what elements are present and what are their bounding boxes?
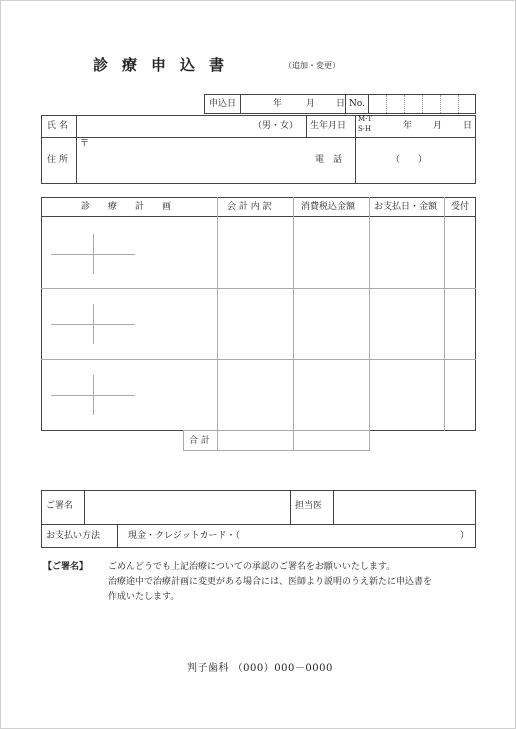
doctor-label: 担当医 <box>295 501 323 511</box>
doctor-input[interactable] <box>336 492 474 522</box>
clinic-name: 判子歯科 <box>187 663 229 674</box>
apply-date-month-input[interactable]: 月 <box>306 99 316 109</box>
era-options-top[interactable]: M·T <box>358 115 373 123</box>
name-input[interactable] <box>79 116 249 136</box>
plan-header-treatment: 診 療 計 画 <box>81 202 172 212</box>
form-title: 診療申込書 <box>93 56 239 74</box>
total-amount-input[interactable] <box>295 432 367 449</box>
payment-method-options[interactable]: 現金・クレジットカード・（ <box>128 531 241 541</box>
apply-date-label: 申込日 <box>209 99 237 109</box>
signature-input[interactable] <box>87 492 287 522</box>
apply-date-day-input[interactable]: 日 <box>336 99 346 109</box>
apply-date-year-input[interactable]: 年 <box>273 99 283 109</box>
address-input[interactable] <box>79 149 301 182</box>
birth-month-input[interactable]: 月 <box>433 121 443 131</box>
total-label: 合 計 <box>189 436 210 446</box>
birth-year-input[interactable]: 年 <box>403 121 413 131</box>
name-label: 氏 名 <box>47 121 68 131</box>
notice-label: 【ご署名】 <box>43 562 89 572</box>
phone-label: 電 話 <box>315 155 343 165</box>
signature-label: ご署名 <box>46 501 74 511</box>
clinic-phone: （000）000－0000 <box>232 663 333 674</box>
plan-header-amount-tax: 消費税込金額 <box>301 202 356 212</box>
birth-day-input[interactable]: 日 <box>463 121 473 131</box>
payment-method-close: ） <box>460 531 470 541</box>
notice-line-3: 作成いたします。 <box>108 592 180 602</box>
plan-header-payment-date: お支払日・金額 <box>374 202 438 212</box>
phone-input[interactable]: （ ） <box>391 155 428 165</box>
no-label: No. <box>349 99 365 109</box>
plan-header-breakdown: 会 計 内 訳 <box>227 202 272 212</box>
plan-header-reception: 受付 <box>451 202 470 212</box>
notice-line-2: 治療途中で治療計画に変更がある場合には、医師より説明のうえ新たに申込書を <box>108 577 433 587</box>
postal-mark: 〒 <box>80 139 90 149</box>
form-subtitle: （追加・変更） <box>284 61 340 70</box>
birthdate-label: 生年月日 <box>310 121 347 131</box>
total-breakdown-input[interactable] <box>219 432 291 449</box>
payment-method-label: お支払い方法 <box>46 531 101 541</box>
notice-line-1: ごめんどうでも上記治療についての承認のご署名をお願いいたします。 <box>108 562 396 572</box>
address-label: 住 所 <box>47 155 68 165</box>
era-options-bottom[interactable]: S·H <box>358 125 372 133</box>
sex-options[interactable]: （男・女） <box>253 121 299 131</box>
clinic-footer <box>187 659 333 674</box>
